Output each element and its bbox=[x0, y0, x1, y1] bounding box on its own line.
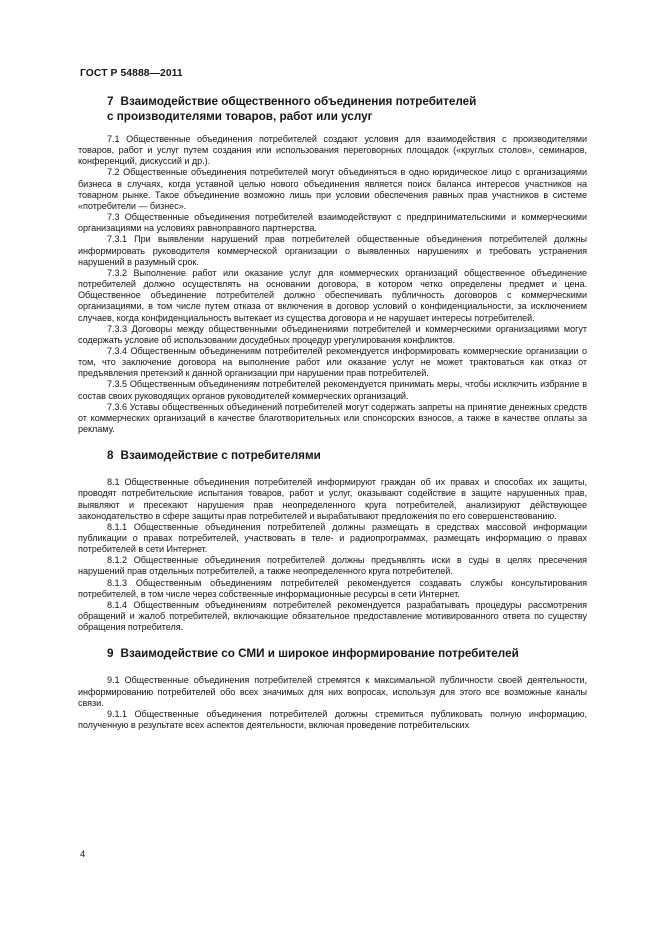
paragraph-7-3-3: 7.3.3 Договоры между общественными объединениями потребителей и коммерческими организациями могут содержать условие об использовании досудебных процедур урегулирования конфликтов. bbox=[78, 323, 587, 345]
paragraph-8-1-3: 8.1.3 Общественным объединениям потребителей рекомендуется создавать службы консультирования потребителей, в том числе через собственные информационные ресурсы в сети Интернет. bbox=[78, 577, 587, 599]
section-number: 9 bbox=[107, 647, 114, 661]
paragraph-7-3-6: 7.3.6 Уставы общественных объединений потребителей могут содержать запреты на принятие денежных средств от коммерческих организаций в качестве благотворительных или спонсорских взносов, а также в качестве оплаты за рекламу. bbox=[78, 401, 587, 435]
paragraph-8-1-2: 8.1.2 Общественные объединения потребителей должны предъявлять иски в суды в целях пресечения нарушений прав отдельных потребителей, а также неопределенного круга потребителей. bbox=[78, 555, 587, 577]
paragraph-7-3: 7.3 Общественные объединения потребителей взаимодействуют с предпринимательскими и коммерческими организациями на условиях равноправного партнерства. bbox=[78, 212, 587, 234]
page-number: 4 bbox=[80, 849, 86, 860]
paragraph-7-3-2: 7.3.2 Выполнение работ или оказание услуг для коммерческих организаций общественное объединение потребителей должно осуществлять на основании договора, в котором четко определены предмет и цена. Общественное объединение потребителей должно обеспечивать публичность договоров с коммерческими организациями, в том числе путем отказа от включения в договор условий о конфиденциальности, за исключением случаев, когда конфиденциальность вытекает из существа договора и не нарушает интересы потребителей. bbox=[78, 267, 587, 323]
section-number: 7 bbox=[107, 95, 114, 108]
paragraph-9-1-1: 9.1.1 Общественные объединения потребителей должны стремиться публиковать полную информацию, полученную в результате всех аспектов деятельности, включая проведение потребительских bbox=[78, 708, 587, 731]
section-title-line: Взаимодействие общественного объединения потребителей bbox=[120, 95, 477, 108]
paragraph-7-3-5: 7.3.5 Общественным объединениям потребителей рекомендуется принимать меры, чтобы исключить избрание в состав своих руководящих органов руководителей коммерческих организаций. bbox=[78, 379, 587, 401]
section-title-line: Взаимодействие со СМИ и широкое информирование потребителей bbox=[120, 647, 519, 661]
paragraph-9-1: 9.1 Общественные объединения потребителей стремятся к максимальной публичности своей деятельности, информированию потребителей обо всех значимых для них вопросах, используя для этого все возможные каналы связи. bbox=[78, 675, 587, 708]
section-number: 8 bbox=[107, 449, 114, 463]
paragraph-7-3-4: 7.3.4 Общественным объединениям потребителей рекомендуется информировать коммерческие организации о том, что заключение договора на выполнение работ или оказание услуг не может трактоваться как отказ от предъявления претензий к данной организации при нарушении прав потребителей. bbox=[78, 345, 587, 379]
section-title-line: Взаимодействие с потребителями bbox=[120, 449, 321, 463]
paragraph-7-1: 7.1 Общественные объединения потребителей создают условия для взаимодействия с производителями товаров, работ и услуг путем создания или использования переговорных площадок («круглых столов», семинаров, конференций, дискуссий и др.). bbox=[78, 134, 587, 167]
paragraph-8-1: 8.1 Общественные объединения потребителей информируют граждан об их правах и способах их защиты, проводят потребительские испытания товаров, работ и услуг, оказывают содействие в защите нарушенных прав, выявляют и пресекают нарушения прав неопределенного круга потребителей, анализируют действующее законодательство в сфере защиты прав потребителей и вырабатывают предложения по его совершенствованию. bbox=[78, 477, 587, 521]
paragraph-7-3-1: 7.3.1 При выявлении нарушений прав потребителей общественные объединения потребителей должны информировать руководителя коммерческой организации о выявленных нарушениях и требовать устранения нарушений в разумный срок. bbox=[78, 234, 587, 267]
section-9-heading bbox=[78, 646, 587, 661]
section-7-heading bbox=[78, 94, 587, 124]
section-title-line: с производителями товаров, работ или услуг bbox=[107, 110, 373, 123]
section-8-heading bbox=[78, 448, 587, 463]
document-code-header: ГОСТ Р 54888—2011 bbox=[80, 68, 183, 79]
paragraph-8-1-1: 8.1.1 Общественные объединения потребителей должны размещать в средствах массовой информации публикации о правах потребителей, участвовать в теле- и радиопрограммах, размещать информацию о правах потребителей в сети Интернет. bbox=[78, 521, 587, 555]
document-body bbox=[78, 94, 587, 731]
paragraph-8-1-4: 8.1.4 Общественным объединениям потребителей рекомендуется разрабатывать процедуры рассмотрения обращений и жалоб потребителей, включающие обязательное предоставление мотивированного ответа по существу обращения потребителя. bbox=[78, 599, 587, 633]
paragraph-7-2: 7.2 Общественные объединения потребителей могут объединяться в одно юридическое лицо с организациями бизнеса в случаях, когда уставной целью нового объединения является поиск баланса интересов участников на товарном рынке. Такое объединение возможно лишь при условии обеспечения равных прав участников в системе «потребители — бизнес». bbox=[78, 167, 587, 211]
